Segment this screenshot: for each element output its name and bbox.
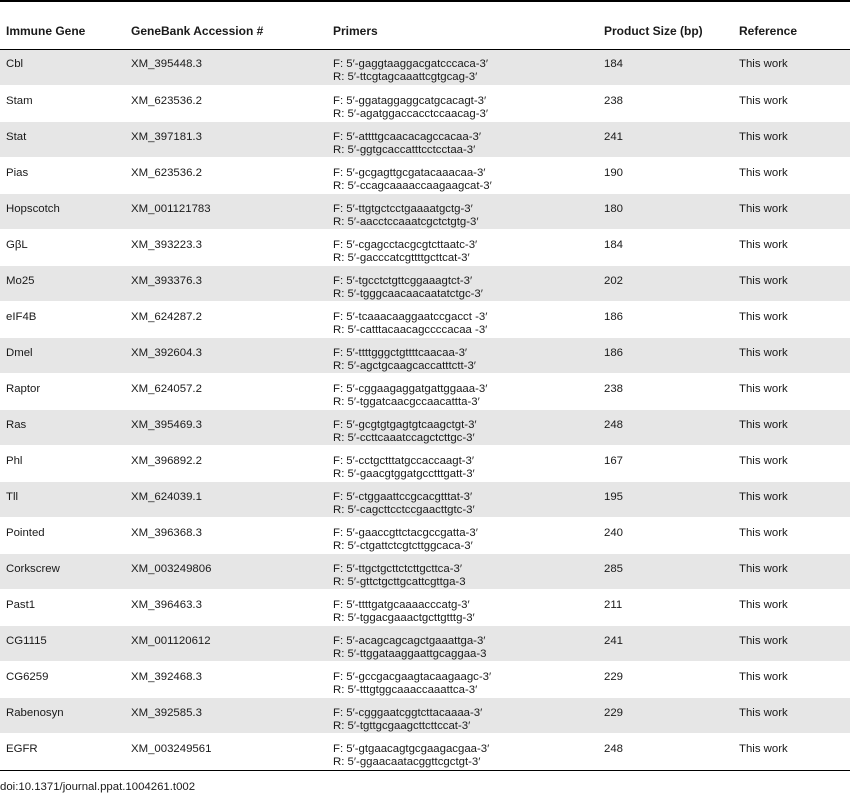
- cell-product-size: 229: [598, 697, 733, 733]
- cell-accession: XM_395469.3: [125, 409, 327, 445]
- cell-reference: This work: [733, 265, 850, 301]
- cell-reference: This work: [733, 553, 850, 589]
- cell-accession: XM_624039.1: [125, 481, 327, 517]
- cell-primers: [327, 193, 598, 229]
- table-row: [0, 373, 850, 409]
- table-row: [0, 553, 850, 589]
- cell-gene: Dmel: [0, 337, 125, 373]
- cell-accession: XM_397181.3: [125, 121, 327, 157]
- cell-accession: XM_392604.3: [125, 337, 327, 373]
- table-row: [0, 337, 850, 373]
- cell-primers: [327, 661, 598, 697]
- cell-primers: [327, 121, 598, 157]
- cell-accession: XM_392585.3: [125, 697, 327, 733]
- cell-reference: This work: [733, 409, 850, 445]
- table-header: [0, 24, 850, 49]
- table-body: [0, 49, 850, 769]
- forward-primer: F: 5′-gaggtaaggacgatcccaca-3′: [333, 58, 488, 70]
- reverse-primer: R: 5′-catttacaacagccccacaa -3′: [333, 323, 488, 336]
- cell-reference: This work: [733, 625, 850, 661]
- cell-accession: XM_001121783: [125, 193, 327, 229]
- cell-product-size: 240: [598, 517, 733, 553]
- reverse-primer: R: 5′-tggacgaaactgcttgtttg-3′: [333, 611, 475, 624]
- forward-primer: F: 5′-ttgctgcttctcttgcttca-3′: [333, 562, 462, 575]
- reverse-primer: R: 5′-aacctccaaatcgctctgtg-3′: [333, 215, 479, 228]
- cell-gene: CG6259: [0, 661, 125, 697]
- cell-product-size: 202: [598, 265, 733, 301]
- cell-gene: EGFR: [0, 733, 125, 769]
- cell-product-size: 248: [598, 733, 733, 769]
- header-immune-gene: Immune Gene: [6, 24, 86, 38]
- header-primers: Primers: [333, 24, 378, 38]
- table-bottom-rule: [0, 770, 850, 771]
- cell-accession: XM_393376.3: [125, 265, 327, 301]
- cell-reference: This work: [733, 301, 850, 337]
- cell-reference: This work: [733, 193, 850, 229]
- cell-reference: This work: [733, 337, 850, 373]
- reverse-primer: R: 5′-ttcgtagcaaattcgtgcag-3′: [333, 71, 478, 83]
- forward-primer: F: 5′-cgggaatcggtcttacaaaa-3′: [333, 706, 483, 719]
- cell-product-size: 238: [598, 373, 733, 409]
- cell-accession: XM_393223.3: [125, 229, 327, 265]
- reverse-primer: R: 5′-tttgtggcaaaccaaattca-3′: [333, 683, 478, 696]
- table-row: [0, 517, 850, 553]
- cell-product-size: 248: [598, 409, 733, 445]
- cell-primers: [327, 409, 598, 445]
- cell-gene: Stam: [0, 85, 125, 121]
- table-row: [0, 697, 850, 733]
- primer-table: [0, 24, 850, 770]
- forward-primer: F: 5′-gccgacgaagtacaagaagc-3′: [333, 670, 492, 683]
- cell-accession: XM_395448.3: [125, 49, 327, 85]
- cell-primers: [327, 589, 598, 625]
- table-row: [0, 589, 850, 625]
- forward-primer: F: 5′-gtgaacagtgcgaagacgaa-3′: [333, 742, 490, 755]
- cell-reference: This work: [733, 229, 850, 265]
- cell-gene: Past1: [0, 589, 125, 625]
- cell-product-size: 211: [598, 589, 733, 625]
- cell-product-size: 229: [598, 661, 733, 697]
- cell-gene: Cbl: [0, 49, 125, 85]
- cell-gene: Phl: [0, 445, 125, 481]
- table-row: [0, 157, 850, 193]
- cell-gene: Mo25: [0, 265, 125, 301]
- cell-primers: [327, 553, 598, 589]
- forward-primer: F: 5′-cctgctttatgccaccaagt-3′: [333, 454, 475, 467]
- table-header-rule: [0, 49, 850, 50]
- cell-product-size: 195: [598, 481, 733, 517]
- forward-primer: F: 5′-gaaccgttctacgccgatta-3′: [333, 526, 478, 539]
- forward-primer: F: 5′-ctggaattccgcacgtttat-3′: [333, 490, 473, 503]
- cell-accession: XM_624287.2: [125, 301, 327, 337]
- forward-primer: F: 5′-ttgtgctcctgaaaatgctg-3′: [333, 202, 473, 215]
- header-reference: Reference: [739, 24, 798, 38]
- cell-gene: Raptor: [0, 373, 125, 409]
- cell-reference: This work: [733, 517, 850, 553]
- table-row: [0, 661, 850, 697]
- cell-accession: XM_396368.3: [125, 517, 327, 553]
- cell-gene: Corkscrew: [0, 553, 125, 589]
- cell-reference: This work: [733, 445, 850, 481]
- table-row: [0, 445, 850, 481]
- forward-primer: F: 5′-ttttgggctgttttcaacaa-3′: [333, 346, 468, 359]
- cell-product-size: 238: [598, 85, 733, 121]
- cell-reference: This work: [733, 157, 850, 193]
- cell-primers: [327, 517, 598, 553]
- reverse-primer: R: 5′-tgggcaacaacaatatctgc-3′: [333, 287, 483, 300]
- reverse-primer: R: 5′-gttctgcttgcattcgttga-3: [333, 575, 466, 588]
- cell-reference: This work: [733, 661, 850, 697]
- table-row: [0, 481, 850, 517]
- cell-accession: XM_396892.2: [125, 445, 327, 481]
- cell-gene: Pias: [0, 157, 125, 193]
- forward-primer: F: 5′-cgagcctacgcgtcttaatc-3′: [333, 238, 478, 251]
- forward-primer: F: 5′-acagcagcagctgaaattga-3′: [333, 634, 486, 647]
- cell-product-size: 190: [598, 157, 733, 193]
- cell-reference: This work: [733, 697, 850, 733]
- header-product-size: Product Size (bp): [604, 24, 703, 38]
- cell-accession: XM_396463.3: [125, 589, 327, 625]
- cell-primers: [327, 445, 598, 481]
- table-row: [0, 121, 850, 157]
- cell-reference: This work: [733, 85, 850, 121]
- forward-primer: F: 5′-attttgcaacacagccacaa-3′: [333, 130, 481, 143]
- cell-reference: This work: [733, 373, 850, 409]
- forward-primer: F: 5′-ggataggaggcatgcacagt-3′: [333, 94, 487, 107]
- reverse-primer: R: 5′-gaacgtggatgcctttgatt-3′: [333, 467, 475, 480]
- header-row: [0, 24, 850, 49]
- reverse-primer: R: 5′-ggaacaatacggttcgctgt-3′: [333, 755, 481, 768]
- cell-gene: Pointed: [0, 517, 125, 553]
- cell-gene: Tll: [0, 481, 125, 517]
- reverse-primer: R: 5′-tgttgcgaagcttcttccat-3′: [333, 719, 471, 732]
- cell-primers: [327, 229, 598, 265]
- cell-product-size: 241: [598, 625, 733, 661]
- cell-primers: [327, 733, 598, 769]
- cell-gene: Ras: [0, 409, 125, 445]
- forward-primer: F: 5′-tcaaacaaggaatccgacct -3′: [333, 310, 488, 323]
- cell-primers: [327, 49, 598, 85]
- reverse-primer: R: 5′-ccagcaaaaccaagaagcat-3′: [333, 179, 492, 192]
- cell-product-size: 186: [598, 337, 733, 373]
- cell-primers: [327, 337, 598, 373]
- cell-reference: This work: [733, 589, 850, 625]
- cell-accession: XM_003249806: [125, 553, 327, 589]
- cell-product-size: 180: [598, 193, 733, 229]
- table-row: [0, 409, 850, 445]
- cell-product-size: 184: [598, 49, 733, 85]
- cell-product-size: 167: [598, 445, 733, 481]
- forward-primer: F: 5′-gcgagttgcgatacaaacaa-3′: [333, 166, 486, 179]
- cell-reference: This work: [733, 121, 850, 157]
- cell-primers: [327, 373, 598, 409]
- cell-product-size: 184: [598, 229, 733, 265]
- cell-primers: [327, 301, 598, 337]
- reverse-primer: R: 5′-ctgattctcgtcttggcaca-3′: [333, 539, 473, 552]
- cell-primers: [327, 157, 598, 193]
- cell-primers: [327, 625, 598, 661]
- cell-gene: eIF4B: [0, 301, 125, 337]
- cell-accession: XM_001120612: [125, 625, 327, 661]
- cell-product-size: 186: [598, 301, 733, 337]
- table-row: [0, 49, 850, 85]
- reverse-primer: R: 5′-ggtgcaccatttcctcctaa-3′: [333, 143, 476, 156]
- cell-accession: XM_003249561: [125, 733, 327, 769]
- forward-primer: F: 5′-cggaagaggatgattggaaa-3′: [333, 382, 488, 395]
- cell-reference: This work: [733, 481, 850, 517]
- reverse-primer: R: 5′-cagcttcctccgaacttgtc-3′: [333, 503, 475, 516]
- table-row: [0, 229, 850, 265]
- header-accession: GeneBank Accession #: [131, 24, 264, 38]
- cell-primers: [327, 85, 598, 121]
- cell-gene: CG1115: [0, 625, 125, 661]
- cell-accession: XM_623536.2: [125, 85, 327, 121]
- cell-accession: XM_623536.2: [125, 157, 327, 193]
- cell-product-size: 241: [598, 121, 733, 157]
- cell-primers: [327, 265, 598, 301]
- table-row: [0, 193, 850, 229]
- table-row: [0, 625, 850, 661]
- forward-primer: F: 5′-tgcctctgttcggaaagtct-3′: [333, 274, 473, 287]
- cell-product-size: 285: [598, 553, 733, 589]
- cell-primers: [327, 481, 598, 517]
- forward-primer: F: 5′-gcgtgtgagtgtcaagctgt-3′: [333, 418, 477, 431]
- cell-gene: Rabenosyn: [0, 697, 125, 733]
- reverse-primer: R: 5′-agctgcaagcaccatttctt-3′: [333, 359, 476, 372]
- table-top-rule: [0, 0, 850, 2]
- table-row: [0, 265, 850, 301]
- reverse-primer: R: 5′-gacccatcgttttgcttcat-3′: [333, 251, 470, 264]
- cell-accession: XM_392468.3: [125, 661, 327, 697]
- forward-primer: F: 5′-ttttgatgcaaaacccatg-3′: [333, 598, 470, 611]
- cell-reference: This work: [733, 49, 850, 85]
- reverse-primer: R: 5′-ttggataaggaattgcaggaa-3: [333, 647, 487, 660]
- cell-gene: Hopscotch: [0, 193, 125, 229]
- table-row: [0, 301, 850, 337]
- cell-reference: This work: [733, 733, 850, 769]
- cell-accession: XM_624057.2: [125, 373, 327, 409]
- cell-primers: [327, 697, 598, 733]
- doi-footnote: doi:10.1371/journal.ppat.1004261.t002: [0, 781, 196, 793]
- reverse-primer: R: 5′-agatggaccacctccaacag-3′: [333, 107, 488, 120]
- table-row: [0, 85, 850, 121]
- table-row: [0, 733, 850, 769]
- reverse-primer: R: 5′-ccttcaaatccagctcttgc-3′: [333, 431, 475, 444]
- reverse-primer: R: 5′-tggatcaacgccaacattta-3′: [333, 395, 480, 408]
- cell-gene: Stat: [0, 121, 125, 157]
- cell-gene: GβL: [0, 229, 125, 265]
